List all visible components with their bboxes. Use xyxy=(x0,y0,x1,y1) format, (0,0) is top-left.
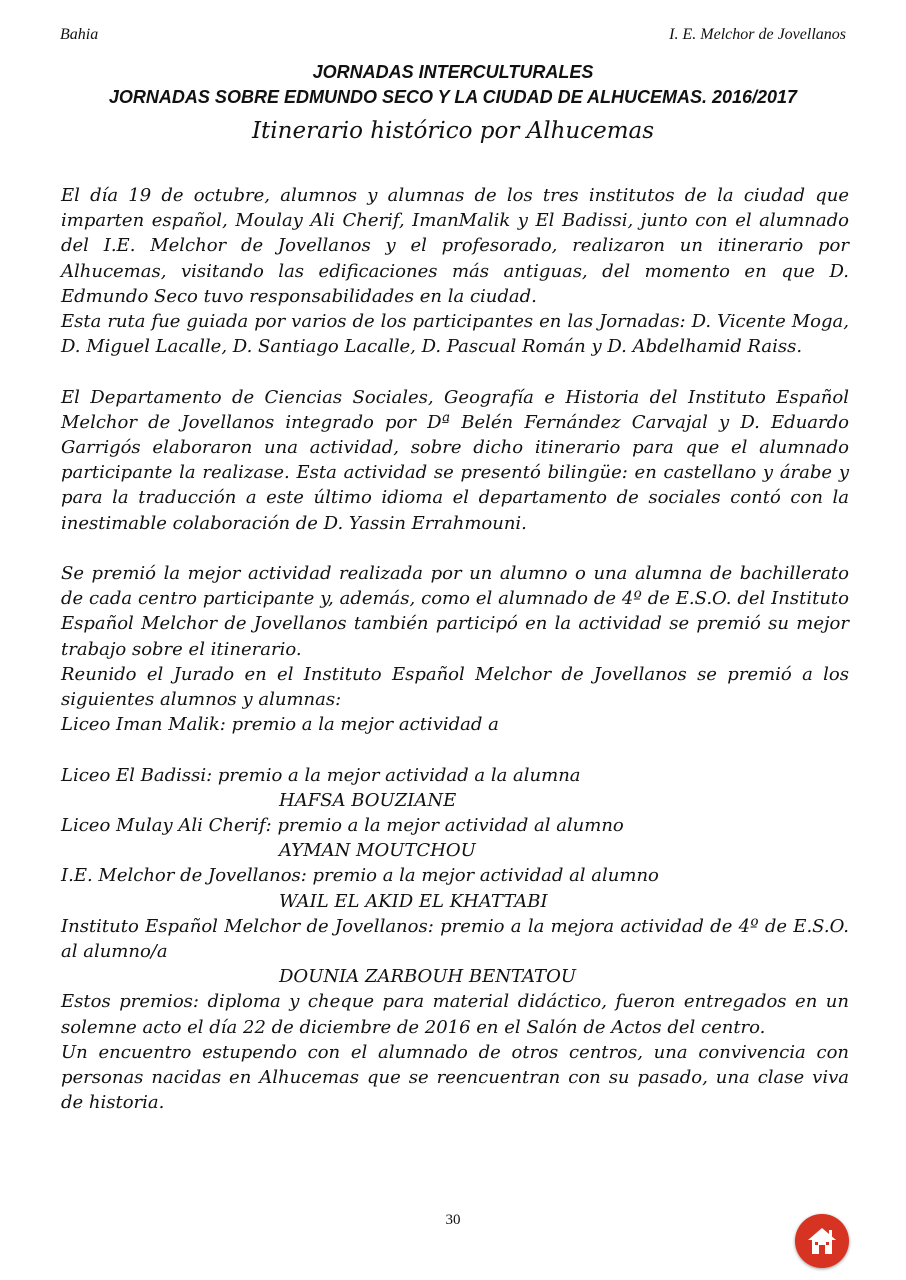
paragraph: El día 19 de octubre, alumnos y alumnas de los tres institutos de la ciudad que imparten español, Moulay Ali Cherif, ImanMalik y El Badissi, junto con el alumnado del I.E. Melchor de Jovellanos y el profesorado, realizaron un itinerario por Alhucemas, visitando las edificaciones más antiguas, del momento en que D. Edmundo Seco tuvo responsabilidades en la ciudad. xyxy=(61,185,849,307)
winner-name: HAFSA BOUZIANE xyxy=(279,789,457,811)
paragraph: Reunido el Jurado en el Instituto Español Melchor de Jovellanos se premió a los siguientes alumnos y alumnas: xyxy=(61,663,849,711)
secondary-title: JORNADAS SOBRE EDMUNDO SECO Y LA CIUDAD DE ALHUCEMAS. 2016/2017 xyxy=(108,87,798,107)
main-title: JORNADAS INTERCULTURALES xyxy=(312,62,594,82)
award-line: Instituto Español Melchor de Jovellanos: premio a la mejora actividad de 4º de E.S.O. al alumno/a xyxy=(61,915,849,963)
winner-name: DOUNIA ZARBOUH BENTATOU xyxy=(279,966,576,988)
article-body xyxy=(61,183,849,1115)
award-line: I.E. Melchor de Jovellanos: premio a la mejor actividad al alumno xyxy=(61,865,659,887)
award-line: Liceo Iman Malik: premio a la mejor actividad a xyxy=(61,714,499,736)
article-subtitle: Itinerario histórico por Alhucemas xyxy=(251,118,655,144)
page-header xyxy=(60,26,846,44)
award-line: Liceo Mulay Ali Cherif: premio a la mejor actividad al alumno xyxy=(61,815,624,837)
paragraph: Se premió la mejor actividad realizada por un alumno o una alumna de bachillerato de cada centro participante y, además, como el alumnado de 4º de E.S.O. del Instituto Español Melchor de Jovellanos también participó en la actividad se premió su mejor trabajo sobre el itinerario. xyxy=(61,563,849,660)
home-button[interactable] xyxy=(795,1214,849,1268)
paragraph: El Departamento de Ciencias Sociales, Geografía e Historia del Instituto Español Melchor de Jovellanos integrado por Dª Belén Fernández Carvajal y D. Eduardo Garrigós elaboraron una actividad, sobre dicho itinerario para que el alumnado participante la realizase. Esta actividad se presentó bilingüe: en castellano y árabe y para la traducción a este último idioma el departamento de sociales contó con la inestimable colaboración de D. Yassin Errahmouni. xyxy=(61,386,849,534)
home-icon xyxy=(805,1224,839,1258)
header-right: I. E. Melchor de Jovellanos xyxy=(669,26,846,43)
winner-name: WAIL EL AKID EL KHATTABI xyxy=(279,890,548,912)
paragraph: Un encuentro estupendo con el alumnado de otros centros, una convivencia con personas nacidas en Alhucemas que se reencuentran con su pasado, una clase viva de historia. xyxy=(61,1041,849,1114)
award-line: Liceo El Badissi: premio a la mejor actividad a la alumna xyxy=(61,764,581,786)
paragraph: Esta ruta fue guiada por varios de los participantes en las Jornadas: D. Vicente Moga, D. Miguel Lacalle, D. Santiago Lacalle, D. Pascual Román y D. Abdelhamid Raiss. xyxy=(61,311,849,358)
title-block xyxy=(40,60,866,144)
paragraph: Estos premios: diploma y cheque para material didáctico, fueron entregados en un solemne acto el día 22 de diciembre de 2016 en el Salón de Actos del centro. xyxy=(61,991,849,1038)
winner-name: AYMAN MOUTCHOU xyxy=(279,840,476,862)
header-left: Bahia xyxy=(60,26,99,43)
page-number: 30 xyxy=(445,1212,461,1228)
